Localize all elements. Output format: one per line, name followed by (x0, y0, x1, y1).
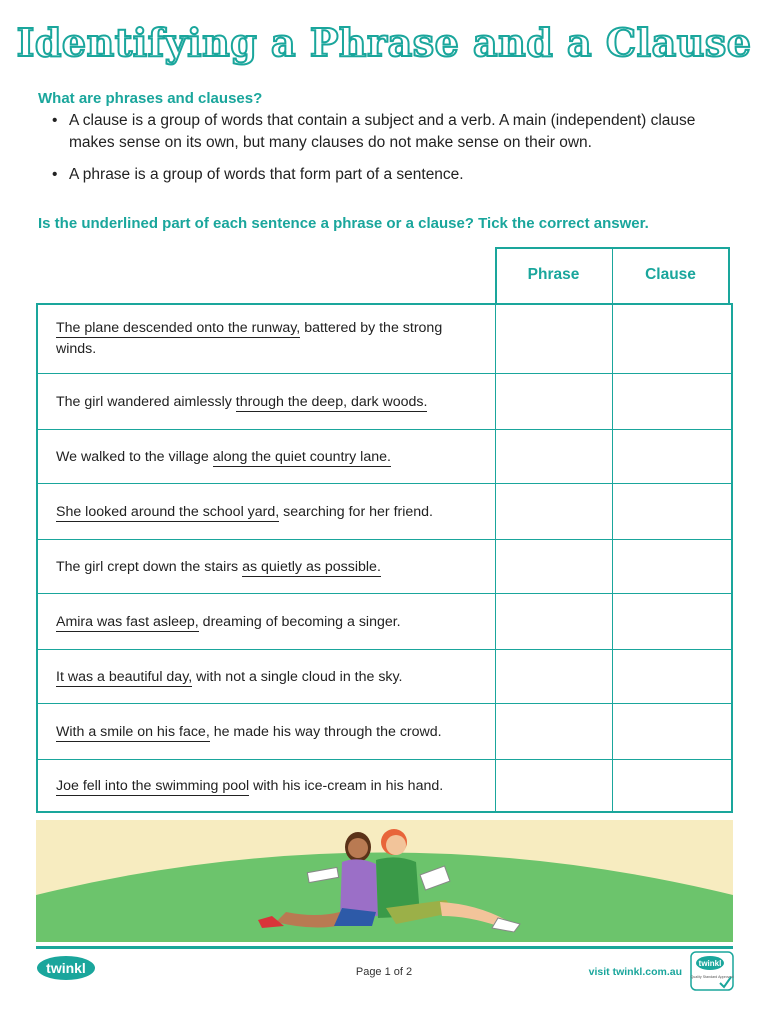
svg-text:twinkl: twinkl (698, 959, 722, 968)
header-phrase: Phrase (527, 266, 580, 283)
sentence-underlined-part: through the deep, dark woods. (235, 394, 428, 410)
bullet-dot-icon: • (52, 112, 58, 129)
sentence-text (56, 722, 486, 743)
phrase-tick-cell[interactable] (496, 374, 612, 430)
bullet-item (52, 110, 732, 154)
sentence-pre: The girl crept down the stairs (56, 559, 243, 575)
sentence-post: dreaming of becoming a singer. (198, 614, 401, 630)
table-row (38, 539, 731, 593)
sentence-text (56, 447, 486, 468)
svg-text:Quality Standard Approved: Quality Standard Approved (690, 975, 734, 979)
phrase-tick-cell[interactable] (496, 760, 612, 812)
sentence-underlined-part: With a smile on his face, (56, 724, 210, 740)
page-title: Identifying a Phrase and a Clause (16, 20, 752, 65)
visit-link[interactable]: visit twinkl.com.au (588, 966, 682, 978)
intro-heading: What are phrases and clauses? (38, 90, 263, 107)
phrase-tick-cell[interactable] (496, 594, 612, 650)
sentence-pre: The girl wandered aimlessly (56, 394, 236, 410)
sentence-post: searching for her friend. (279, 504, 433, 520)
sentence-post: he made his way through the crowd. (209, 724, 442, 740)
table-row (38, 305, 731, 373)
intro-bullets (52, 110, 732, 196)
sentence-underlined-part: along the quiet country lane. (212, 449, 391, 465)
quality-badge-icon (690, 951, 734, 991)
sentence-pre: We walked to the village (56, 449, 213, 465)
sentence-text (56, 502, 486, 523)
clause-tick-cell[interactable] (613, 760, 729, 812)
clause-tick-cell[interactable] (613, 704, 729, 760)
table-row (38, 483, 731, 539)
footer-divider (36, 946, 733, 949)
answer-table (36, 247, 733, 813)
bullet-text: A phrase is a group of words that form part of a sentence. (69, 166, 464, 183)
clause-tick-cell[interactable] (613, 430, 729, 484)
bullet-dot-icon: • (52, 166, 58, 183)
sentence-underlined-part: The plane descended onto the runway, (56, 320, 301, 336)
clause-tick-cell[interactable] (613, 305, 729, 373)
question-heading: Is the underlined part of each sentence a phrase or a clause? Tick the correct answer. (38, 215, 649, 232)
sentence-underlined-part: Joe fell into the swimming pool (56, 778, 250, 794)
sentence-underlined-part: as quietly as possible. (242, 559, 381, 575)
phrase-tick-cell[interactable] (496, 484, 612, 540)
sentence-post: battered by the strong winds. (56, 320, 443, 357)
sentence-underlined-part: It was a beautiful day, (56, 669, 193, 685)
table-grid (36, 303, 733, 813)
sentence-text (56, 776, 486, 797)
clause-tick-cell[interactable] (613, 594, 729, 650)
header-clause: Clause (645, 266, 696, 283)
clause-tick-cell[interactable] (613, 540, 729, 594)
phrase-tick-cell[interactable] (496, 704, 612, 760)
sentence-text (56, 557, 486, 578)
sentence-underlined-part: Amira was fast asleep, (56, 614, 199, 630)
clause-tick-cell[interactable] (613, 374, 729, 430)
page-number: Page 1 of 2 (355, 966, 413, 978)
table-row (38, 429, 731, 483)
table-row (38, 373, 731, 429)
header-divider (612, 247, 613, 303)
table-row (38, 649, 731, 703)
sentence-text (56, 318, 486, 360)
phrase-tick-cell[interactable] (496, 650, 612, 704)
sentence-post: with not a single cloud in the sky. (192, 669, 403, 685)
bullet-item (52, 164, 732, 186)
twinkl-logo-text: twinkl (46, 960, 86, 976)
table-row (38, 703, 731, 759)
reading-children-illustration (36, 820, 733, 942)
bullet-text: A clause is a group of words that contain a subject and a verb. A main (independent) clause makes sense on its own, but many clauses do not make sense on their own. (69, 112, 696, 151)
table-row (38, 593, 731, 649)
clause-tick-cell[interactable] (613, 650, 729, 704)
sentence-text (56, 667, 486, 688)
sentence-underlined-part: She looked around the school yard, (56, 504, 280, 520)
sentence-text (56, 392, 486, 413)
phrase-tick-cell[interactable] (496, 305, 612, 373)
clause-tick-cell[interactable] (613, 484, 729, 540)
phrase-tick-cell[interactable] (496, 430, 612, 484)
sentence-text (56, 612, 486, 633)
phrase-tick-cell[interactable] (496, 540, 612, 594)
table-row (38, 759, 731, 811)
sentence-post: with his ice-cream in his hand. (249, 778, 444, 794)
